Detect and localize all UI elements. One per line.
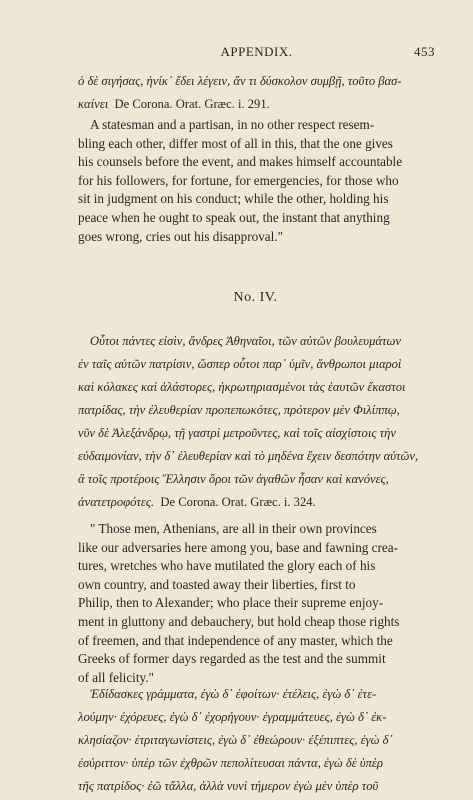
greek-quote-1	[78, 70, 433, 116]
greek-line: ἃ τοῖς προτέροις Ἕλλησιν ὅροι τῶν ἀγαθῶν ἦσαν καὶ κανόνες,	[78, 472, 389, 486]
text-line: Philip, then to Alexander; who place their supreme enjoy-	[78, 595, 384, 611]
text-line: tures, wretches who have mutilated the glory each of his	[78, 558, 376, 574]
section-heading: No. IV.	[233, 290, 278, 305]
running-title: APPENDIX.	[220, 44, 293, 59]
text-line: A statesman and a partisan, in no other respect resem-	[90, 117, 375, 132]
text-line: for his followers, for fortune, for emergencies, for those who	[78, 172, 399, 188]
greek-line: καὶ κόλακες καὶ ἀλάστορες, ἠκρωτηριασμένοι τὰς ἑαυτῶν ἕκαστοι	[78, 380, 406, 394]
greek-line: κλησίαζον· ἐτριταγωνίστεις, ἐγὼ δ᾽ ἐθεώρουν· ἐξέπιπτες, ἐγὼ δ᾽	[78, 733, 393, 747]
greek-line: ἀνατετροφότες.	[78, 495, 155, 509]
text-line: ment in gluttony and debauchery, but hold cheap those rights	[78, 613, 400, 629]
greek-line: Ἐδίδασκες γράμματα, ἐγὼ δ᾽ ἐφοίτων· ἐτέλεις, ἐγὼ δ᾽ ἐτε-	[90, 687, 377, 701]
greek-quote-3	[78, 683, 433, 798]
text-line: of freemen, and that independence of any master, which the	[78, 632, 393, 648]
text-line: like our adversaries here among you, base and fawning crea-	[78, 539, 399, 555]
translation-paragraph-2	[78, 520, 433, 687]
greek-quote-2	[78, 330, 433, 514]
text-line: his counsels before the event, and makes himself accountable	[78, 154, 403, 170]
text-line: bling each other, differ most of all in this, that the one gives	[78, 135, 393, 151]
greek-line: καίνει	[78, 97, 109, 111]
text-line: of all felicity."	[78, 669, 154, 685]
text-line: Greeks of former days regarded as the test and the summit	[78, 651, 386, 667]
greek-line: ἐν ταῖς αὐτῶν πατρίσιν, ὥσπερ οὗτοι παρ᾽ ὑμῖν, ἄνθρωποι μιαροὶ	[78, 357, 402, 371]
text-line: peace when he ought to speak out, the instant that anything	[78, 209, 390, 225]
greek-line-with-citation	[78, 491, 433, 514]
text-line: sit in judgment on his conduct; while the other, holding his	[78, 191, 389, 207]
text-line: " Those men, Athenians, are all in their own provinces	[90, 521, 377, 536]
page-number: 453	[414, 44, 435, 59]
greek-line: Οὗτοι πάντες εἰσὶν, ἄνδρες Ἀθηναῖοι, τῶν αὐτῶν βουλευμάτων	[90, 334, 401, 348]
greek-line: ὁ δὲ σιγήσας, ἡνίκ᾽ ἔδει λέγειν, ἄν τι δύσκολον συμβῇ, τοῦτο βασ-	[78, 74, 402, 88]
greek-line: ἐσύριττον· ὑπὲρ τῶν ἐχθρῶν πεπολίτευσαι πάντα, ἐγὼ δὲ ὑπὲρ	[78, 756, 383, 770]
text-line: own country, and toasted away their liberties, first to	[78, 576, 356, 592]
greek-line: τῆς πατρίδος· ἐῶ τἄλλα, ἀλλὰ νυνὶ τήμερον ἐγὼ μὲν ὑπὲρ τοῦ	[78, 779, 379, 793]
greek-line-with-citation	[78, 93, 433, 116]
running-header	[78, 44, 435, 62]
greek-line: πατρίδας, τὴν ἐλευθερίαν προπεπωκότες, πρότερον μὲν Φιλίππῳ,	[78, 403, 400, 417]
citation: De Corona. Orat. Græc. i. 291.	[114, 97, 270, 111]
text-line: goes wrong, cries out his disapproval."	[78, 228, 283, 244]
citation: De Corona. Orat. Græc. i. 324.	[160, 495, 316, 509]
greek-line: εὐδαιμονίαν, τὴν δ᾽ ἐλευθερίαν καὶ τὸ μηδένα ἔχειν δεσπότην αὐτῶν,	[78, 449, 419, 463]
greek-line: νῦν δὲ Ἀλεξάνδρῳ, τῇ γαστρὶ μετροῦντες, καὶ τοῖς αἰσχίστοις τὴν	[78, 426, 396, 440]
greek-line: λούμην· ἐχόρευες, ἐγὼ δ᾽ ἐχορήγουν· ἐγραμμάτευες, ἐγὼ δ᾽ ἐκ-	[78, 710, 387, 724]
translation-paragraph-1	[78, 116, 433, 246]
